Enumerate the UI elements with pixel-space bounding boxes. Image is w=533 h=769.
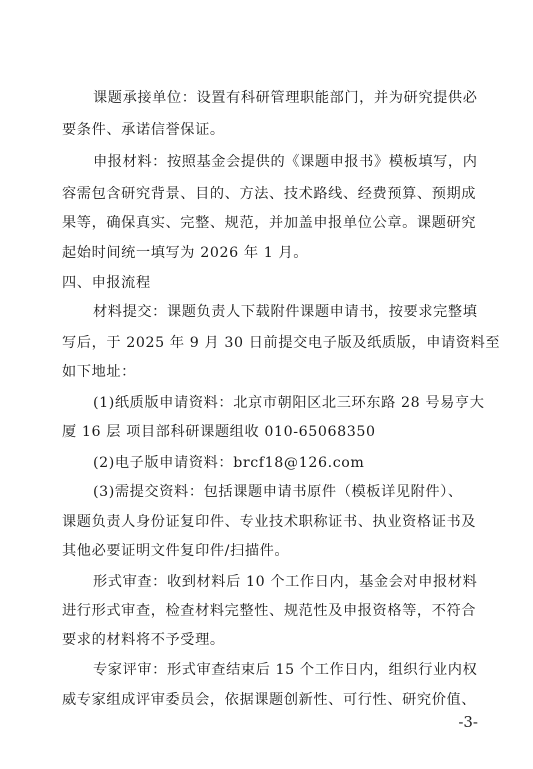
paragraph-line: 威专家组成评审委员会，依据课题创新性、可行性、研究价值、 [62,692,477,708]
paragraph-line: (1)纸质版申请资料：北京市朝阳区北三环东路 28 号易亨大 [93,395,485,411]
paragraph-line: 要条件、承诺信誉保证。 [62,122,225,138]
paragraph-line: 进行形式审查，检查材料完整性、规范性及申报资格等，不符合 [62,603,477,619]
paragraph-line: 如下地址： [62,364,136,380]
paragraph-line: 容需包含研究背景、目的、方法、技术路线、经费预算、预期成 [62,186,477,202]
section-heading: 四、申报流程 [62,275,151,291]
paragraph-line: 课题负责人身份证复印件、专业技术职称证书、执业资格证书及 [62,514,477,530]
page-number: -3- [458,713,478,731]
paragraph-line: 申报材料：按照基金会提供的《课题申报书》模板填写，内 [93,154,478,170]
paragraph-line: (2)电子版申请资料：brcf18@126.com [93,455,365,471]
paragraph-line: 其他必要证明文件复印件/扫描件。 [62,543,290,559]
paragraph-line: 材料提交：课题负责人下载附件课题申请书，按要求完整填 [93,304,478,320]
paragraph-line: 写后，于 2025 年 9 月 30 日前提交电子版及纸质版，申请资料至 [62,335,501,351]
paragraph-line: (3)需提交资料：包括课题申请书原件（模板详见附件）、 [93,484,463,500]
paragraph-line: 厦 16 层 项目部科研课题组收 010-65068350 [62,424,376,440]
paragraph-line: 起始时间统一填写为 2026 年 1 月。 [62,245,309,261]
paragraph-line: 果等，确保真实、完整、规范，并加盖申报单位公章。课题研究 [62,215,477,231]
paragraph-line: 要求的材料将不予受理。 [62,632,225,648]
paragraph-line: 课题承接单位：设置有科研管理职能部门，并为研究提供必 [93,90,478,106]
paragraph-line: 形式审查：收到材料后 10 个工作日内，基金会对申报材料 [93,574,478,590]
paragraph-line: 专家评审：形式审查结束后 15 个工作日内，组织行业内权 [93,662,478,678]
